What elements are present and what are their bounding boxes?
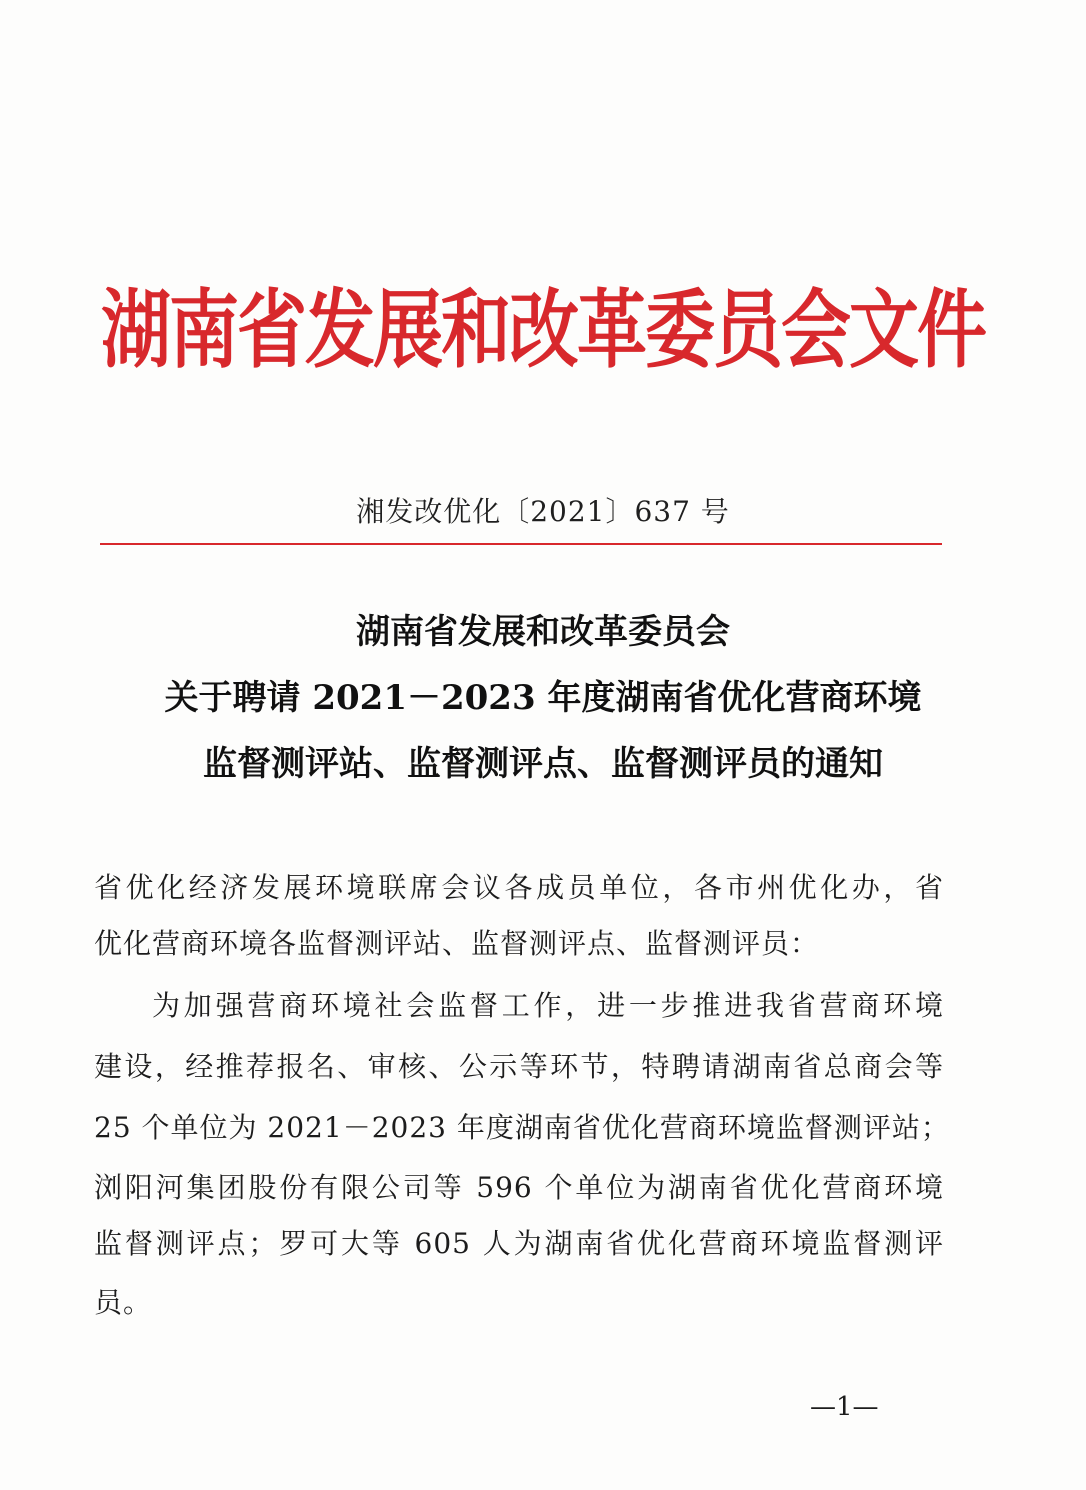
- title-issuer: 湖南省发展和改革委员会: [356, 612, 730, 652]
- paragraph-1-line-6: 员。: [94, 1286, 153, 1319]
- paragraph-1-line-4: 浏阳河集团股份有限公司等 596 个单位为湖南省优化营商环境: [94, 1171, 944, 1204]
- addressee-line-2: 优化营商环境各监督测评站、监督测评点、监督测评员：: [94, 927, 820, 960]
- title-subject-line-1: 关于聘请 2021－2023 年度湖南省优化营商环境: [164, 678, 922, 718]
- document-number: 湘发改优化〔2021〕637 号: [356, 495, 730, 528]
- paragraph-1-line-5: 监督测评点；罗可大等 605 人为湖南省优化营商环境监督测评: [94, 1227, 944, 1260]
- masthead-separator-rule: [100, 543, 942, 545]
- paragraph-1-line-3: 25 个单位为 2021－2023 年度湖南省优化营商环境监督测评站；: [94, 1111, 950, 1144]
- title-subject-line-2: 监督测评站、监督测评点、监督测评员的通知: [203, 744, 883, 784]
- page-number: —1—: [810, 1392, 879, 1422]
- paragraph-1-line-1: 为加强营商环境社会监督工作，进一步推进我省营商环境: [152, 989, 944, 1022]
- addressee-line-1: 省优化经济发展环境联席会议各成员单位，各市州优化办，省: [94, 871, 944, 904]
- document-masthead: 湖南省发展和改革委员会文件: [101, 280, 985, 381]
- paragraph-1-line-2: 建设，经推荐报名、审核、公示等环节，特聘请湖南省总商会等: [94, 1050, 944, 1083]
